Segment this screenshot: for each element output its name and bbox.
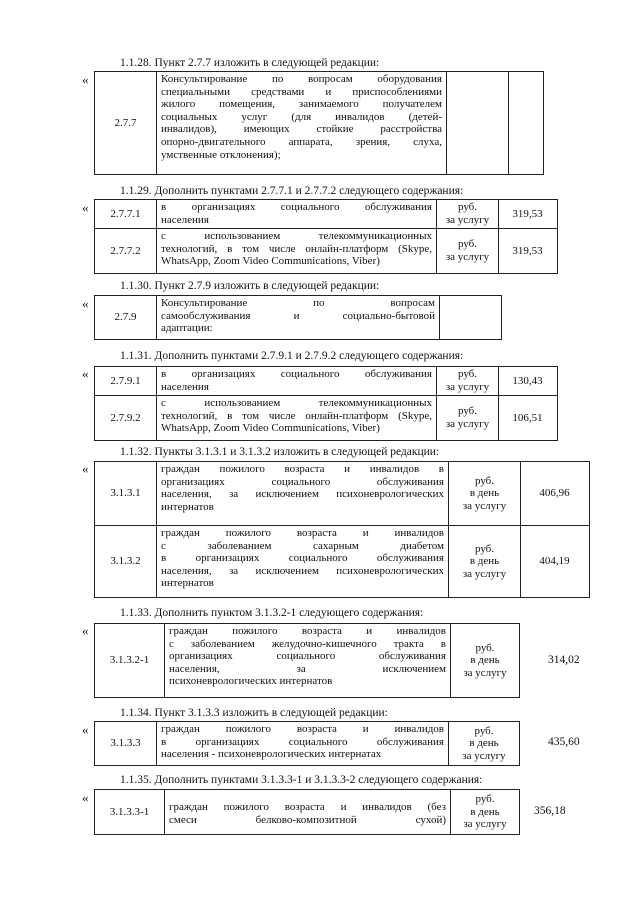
price-cell: 404,19 <box>539 555 570 568</box>
item-description: граждан пожилого возраста и инвалидов (без смеси белково-композитной сухой) <box>165 790 451 834</box>
item-code: 3.1.3.2-1 <box>95 624 165 697</box>
section-heading: 1.1.34. Пункт 3.1.3.3 изложить в следующей редакции: <box>120 707 388 719</box>
quote-mark: « <box>82 722 89 737</box>
price-cell: 319,53 <box>512 207 543 220</box>
table-row <box>94 461 590 526</box>
quote-mark: « <box>82 790 89 805</box>
item-description: Консультирование по вопросам самообслуживания и социально-бытовой адаптации: <box>157 296 440 339</box>
quote-mark: « <box>82 296 89 311</box>
table-row <box>94 366 558 396</box>
quote-mark: « <box>82 366 89 381</box>
price-cell: 106,51 <box>512 411 543 424</box>
item-description: граждан пожилого возраста и инвалидов в организациях социального обслуживания населения, за исключением психоневрологических интернатов <box>157 462 449 525</box>
item-code: 2.7.7 <box>95 72 157 174</box>
section-heading: 1.1.30. Пункт 2.7.9 изложить в следующей редакции: <box>120 280 380 292</box>
table-row <box>94 526 590 598</box>
price-cell: 435,60 <box>548 736 580 748</box>
quote-mark: « <box>82 461 89 476</box>
unit-cell <box>440 296 500 339</box>
item-code: 3.1.3.1 <box>95 462 157 525</box>
quote-mark: « <box>82 200 89 215</box>
unit-cell: руб. в день за услугу <box>463 793 507 831</box>
item-code: 3.1.3.3 <box>95 722 157 765</box>
table-row <box>94 71 544 175</box>
table-row <box>94 396 558 441</box>
table-row <box>94 789 520 835</box>
item-code: 2.7.9.2 <box>95 396 157 440</box>
item-description: Консультирование по вопросам оборудования специальными средствами и приспособлениями жилого помещения, занимаемого получателем социальных услуг (для инвалидов (детей- инвалидов), имеющих стойкие расстройства опорно-двигательного аппарата, зрения, слуха, умственные отклонения); <box>157 72 447 174</box>
quote-mark: « <box>82 72 89 87</box>
table-row <box>94 295 502 340</box>
price-cell: 314,02 <box>548 654 580 666</box>
table-row <box>94 229 558 274</box>
unit-cell: руб. в день за услугу <box>462 724 506 762</box>
price-cell: 319,53 <box>512 244 543 257</box>
section-heading: 1.1.28. Пункт 2.7.7 изложить в следующей редакции: <box>120 57 380 69</box>
item-code: 3.1.3.3-1 <box>95 790 165 834</box>
price-cell: 356,18 <box>534 805 566 817</box>
section-heading: 1.1.33. Дополнить пунктом 3.1.3.2-1 следующего содержания: <box>120 607 424 619</box>
item-code: 2.7.7.2 <box>95 229 157 273</box>
section-heading: 1.1.32. Пункты 3.1.3.1 и 3.1.3.2 изложить в следующей редакции: <box>120 446 440 458</box>
table-row <box>94 199 558 229</box>
section-heading: 1.1.35. Дополнить пунктами 3.1.3.3-1 и 3.1.3.3-2 следующего содержания: <box>120 774 483 786</box>
unit-cell: руб. за услугу <box>437 200 499 228</box>
unit-cell: руб. в день за услугу <box>463 641 507 679</box>
unit-cell: руб. в день за услугу <box>449 526 521 597</box>
unit-cell: руб. за услугу <box>437 367 499 395</box>
unit-cell: руб. за услугу <box>437 229 499 273</box>
item-description: граждан пожилого возраста и инвалидов в организациях социального обслуживания населения - психоневрологических интернатах <box>157 722 449 765</box>
item-description: граждан пожилого возраста и инвалидов с заболеванием сахарным диабетом в организациях социального обслуживания населения, за исключением психоневрологических интернатов <box>157 526 449 597</box>
item-description: в организациях социального обслуживания населения <box>157 367 437 395</box>
unit-cell: руб. в день за услугу <box>449 462 521 525</box>
table-row <box>94 721 520 766</box>
item-code: 2.7.9.1 <box>95 367 157 395</box>
item-description: с использованием телекоммуникационных технологий, в том числе онлайн-платформ (Skype, WhatsApp, Zoom Video Communications, Viber) <box>157 396 437 440</box>
item-description: в организациях социального обслуживания населения <box>157 200 437 228</box>
unit-cell: руб. за услугу <box>437 396 499 440</box>
price-cell: 130,43 <box>512 374 543 387</box>
quote-mark: « <box>82 623 89 638</box>
section-heading: 1.1.29. Дополнить пунктами 2.7.7.1 и 2.7.7.2 следующего содержания: <box>120 185 464 197</box>
item-code: 2.7.7.1 <box>95 200 157 228</box>
item-description: с использованием телекоммуникационных технологий, в том числе онлайн-платформ (Skype, WhatsApp, Zoom Video Communications, Viber) <box>157 229 437 273</box>
item-description: граждан пожилого возраста и инвалидов с заболеванием желудочно-кишечного тракта в организациях социального обслуживания населения, за исключением психоневрологических интернатов <box>165 624 451 697</box>
section-heading: 1.1.31. Дополнить пунктами 2.7.9.1 и 2.7.9.2 следующего содержания: <box>120 350 464 362</box>
item-code: 3.1.3.2 <box>95 526 157 597</box>
price-cell: 406,96 <box>539 487 570 500</box>
table-row <box>94 623 520 698</box>
unit-cell <box>447 72 509 174</box>
item-code: 2.7.9 <box>95 296 157 339</box>
price-cell <box>509 72 542 174</box>
